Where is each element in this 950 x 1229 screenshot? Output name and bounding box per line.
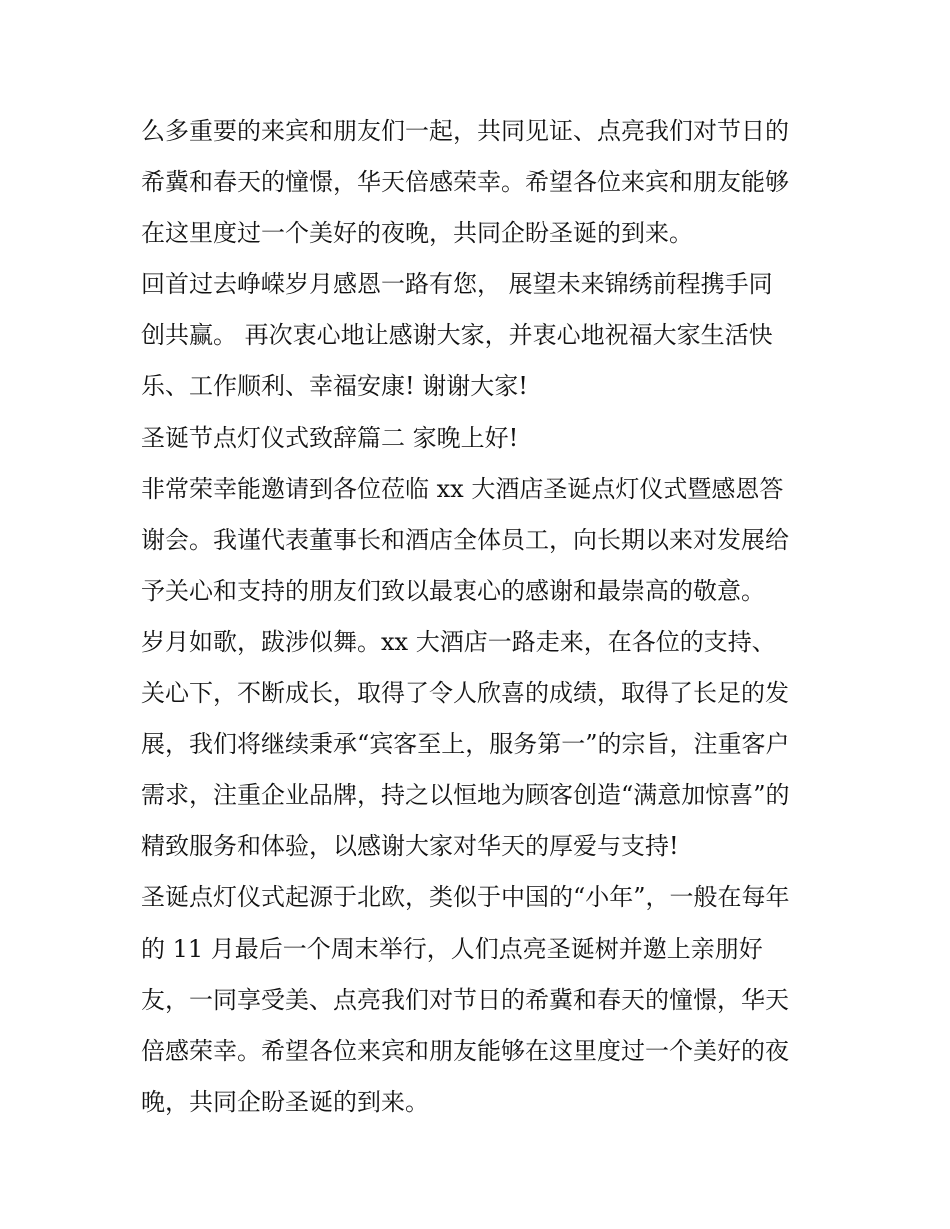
text-line: 非常荣幸能邀请到各位莅临 xx 大酒店圣诞点灯仪式暨感恩答 [141, 474, 784, 503]
text-line: 的 11 月最后一个周末举行，人们点亮圣诞树并邀上亲朋好 [141, 934, 763, 963]
text-line: 予关心和支持的朋友们致以最衷心的感谢和最崇高的敬意。 [141, 576, 765, 605]
text-line: 关心下，不断成长，取得了令人欣喜的成绩，取得了长足的发 [141, 679, 789, 708]
text-line: 创共赢。 再次衷心地让感谢大家，并衷心地祝福大家生活快 [141, 321, 773, 350]
text-line: 友，一同享受美、点亮我们对节日的希冀和春天的憧憬，华天 [141, 985, 789, 1014]
text-line: 倍感荣幸。希望各位来宾和朋友能够在这里度过一个美好的夜 [141, 1036, 789, 1065]
text-line: 谢会。我谨代表董事长和酒店全体员工，向长期以来对发展给 [141, 525, 789, 554]
text-line: 圣诞点灯仪式起源于北欧，类似于中国的“小年”，一般在每年 [141, 883, 790, 912]
text-line: 在这里度过一个美好的夜晚，共同企盼圣诞的到来。 [141, 219, 693, 248]
text-line: 么多重要的来宾和朋友们一起，共同见证、点亮我们对节日的 [141, 117, 789, 145]
section-heading: 圣诞节点灯仪式致辞篇二 家晚上好! [141, 423, 519, 452]
text-line: 岁月如歌，跋涉似舞。xx 大酒店一路走来，在各位的支持、 [141, 627, 776, 656]
text-line: 回首过去峥嵘岁月感恩一路有您， 展望未来锦绣前程携手同 [141, 270, 773, 299]
text-line: 乐、工作顺利、幸福安康! 谢谢大家! [141, 372, 528, 401]
text-line: 需求，注重企业品牌，持之以恒地为顾客创造“满意加惊喜”的 [141, 781, 790, 810]
body-text [141, 106, 821, 1128]
text-line: 晚，共同企盼圣诞的到来。 [141, 1087, 429, 1116]
text-line: 希冀和春天的憧憬，华天倍感荣幸。希望各位来宾和朋友能够 [141, 168, 789, 197]
text-line: 展，我们将继续秉承“宾客至上，服务第一”的宗旨，注重客户 [141, 730, 790, 759]
text-line: 精致服务和体验，以感谢大家对华天的厚爱与支持! [141, 832, 679, 861]
